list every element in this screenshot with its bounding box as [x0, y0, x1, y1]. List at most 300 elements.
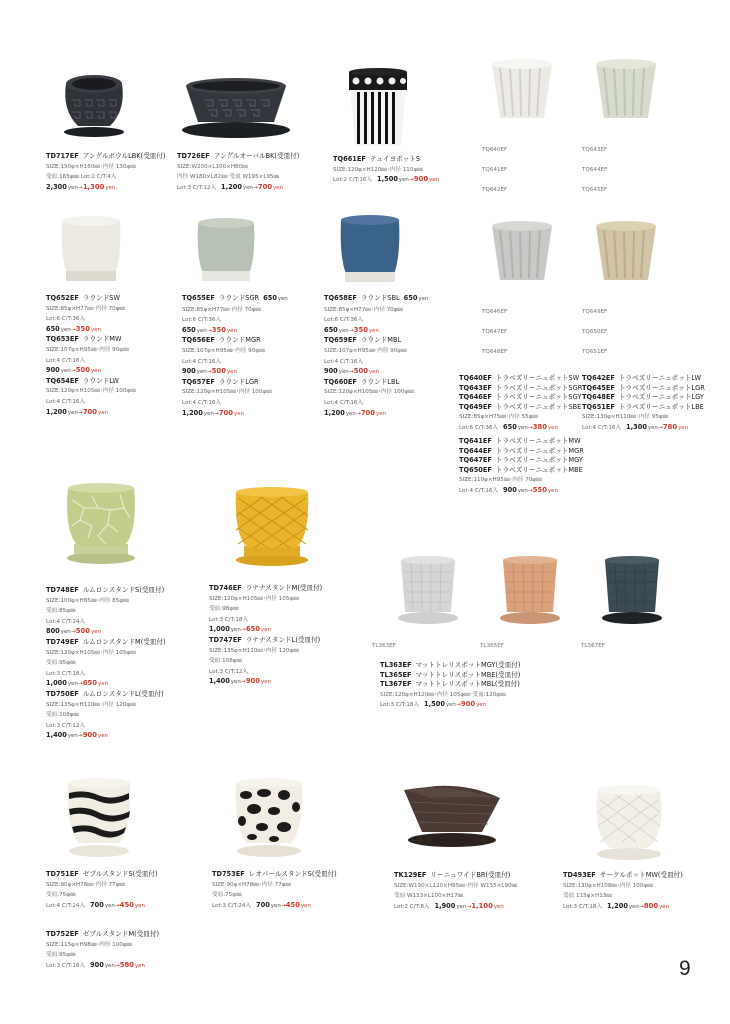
product-line — [46, 294, 136, 304]
product-block-td746 — [209, 584, 322, 688]
product-block-tk129 — [394, 871, 517, 912]
product-block-td748 — [46, 586, 166, 742]
product-line — [46, 408, 136, 419]
product-code: TQ645EF — [582, 383, 615, 392]
original-price: 800 — [46, 627, 60, 636]
original-price: 1,200 — [221, 182, 242, 191]
product-spec: SIZE:120φ×H105㎜･内径 105φ㎜ — [46, 649, 136, 656]
yen-unit: yen — [196, 369, 207, 376]
product-spec: SIZE:110φ×H95㎜･内径 70φ㎜ — [459, 477, 542, 484]
product-line — [459, 447, 584, 457]
product-line — [212, 901, 337, 912]
yen-unit: yen — [67, 184, 78, 191]
original-price: 1,500 — [424, 700, 445, 709]
product-name: ラウンドSW — [82, 294, 120, 302]
tq658-round-blue-image — [335, 212, 405, 286]
yen-unit: yen — [261, 627, 271, 634]
product-line — [563, 881, 683, 892]
price-arrow: → — [455, 701, 461, 709]
product-spec: Lot:6 C/T:36入 — [459, 424, 499, 431]
yen-unit: yen — [67, 681, 78, 688]
product-name: アングルボウルLBK(受皿付) — [82, 152, 166, 160]
product-block-td752 — [46, 930, 159, 971]
tq661-tuyau-pot-image — [343, 62, 413, 148]
product-spec: Lot:4 C/T:16入 — [324, 358, 364, 365]
product-code: TQ641EF — [459, 437, 492, 445]
product-name: ラウンドSGR — [218, 294, 260, 302]
sale-price: 700 — [218, 408, 234, 417]
original-price: 1,000 — [209, 625, 230, 634]
sale-price: 350 — [353, 325, 368, 334]
product-name: トラベズリーニュポットSGY — [495, 393, 582, 402]
product-name: ラウンドMW — [82, 335, 122, 344]
product-block-tq652 — [46, 294, 136, 418]
product-line — [46, 870, 158, 880]
product-line — [459, 456, 584, 466]
product-spec: Lot:4 C/T:24入 — [46, 902, 86, 909]
product-line — [212, 890, 337, 901]
product-code: TQ640EF — [459, 374, 492, 382]
product-name: トラベズリーニュポットMW — [495, 437, 581, 445]
price-arrow: → — [114, 961, 120, 969]
yen-unit: yen — [90, 629, 101, 636]
product-line — [209, 625, 322, 636]
product-line — [46, 669, 166, 680]
product-code: TQ655EF — [182, 294, 215, 302]
product-line — [46, 950, 159, 961]
product-name: ラナナスタンドM(受皿付) — [245, 584, 323, 592]
product-spec: Lot:4 C/T:16入 — [46, 398, 86, 405]
price-arrow: → — [348, 368, 354, 376]
price-arrow: → — [70, 628, 76, 636]
product-spec: SIZE:85φ×H77㎜･内径 70φ㎜ — [46, 305, 126, 312]
yen-unit: yen — [476, 702, 487, 709]
product-line — [459, 403, 582, 413]
sale-price: 500 — [75, 366, 90, 375]
product-line — [46, 325, 136, 336]
sale-price: 900 — [460, 700, 476, 709]
product-block-tl363 — [380, 661, 520, 711]
yen-unit: yen — [98, 681, 108, 688]
tq640-trapeze-white-image — [488, 56, 556, 122]
sale-price: 780 — [662, 422, 678, 431]
tk129-ligne-wide-image — [400, 780, 502, 850]
product-spec: SIZE:85φ×H77㎜･内径 70φ㎜ — [182, 306, 262, 313]
td753-leopard-stand-image — [232, 775, 306, 859]
product-spec: SIZE:90φ×H78㎜･内径 77φ㎜ — [212, 881, 292, 888]
yen-unit: yen — [678, 424, 689, 431]
original-price: 650 — [403, 294, 418, 302]
product-spec: Lot:3 C/T:12入 — [209, 668, 249, 675]
sale-price: 350 — [211, 325, 226, 334]
product-code: TD726EF — [177, 152, 210, 160]
product-code: TQ648EF — [582, 393, 615, 402]
tq652-round-white-image — [56, 213, 126, 285]
product-code: TQ643EF — [459, 383, 492, 392]
product-block-td751 — [46, 870, 158, 911]
product-spec: SIZE:120φ×H105㎜･内径 105φ㎜ — [209, 595, 299, 602]
product-spec: Lot:3 C/T:18入 — [380, 702, 420, 709]
product-line — [394, 881, 517, 892]
product-code: TQ651EF — [582, 402, 615, 411]
image-label: TL363EF — [372, 643, 396, 649]
product-line — [324, 398, 428, 409]
yen-unit: yen — [659, 903, 670, 910]
yen-unit: yen — [429, 177, 440, 184]
product-line — [333, 165, 439, 176]
product-line — [46, 638, 166, 648]
yen-unit: yen — [105, 184, 116, 191]
sale-price: 580 — [119, 960, 134, 969]
product-name: ゼブルスタンドM(受皿付) — [82, 930, 160, 938]
yen-unit: yen — [277, 296, 288, 302]
yen-unit: yen — [203, 410, 214, 417]
product-name: アングルオーバルBK(受皿付) — [213, 152, 300, 160]
product-line — [212, 880, 337, 891]
product-line — [212, 870, 337, 880]
product-code: TD752EF — [46, 930, 79, 938]
original-price: 1,900 — [434, 901, 456, 910]
product-line — [459, 423, 582, 434]
original-price: 650 — [503, 422, 517, 431]
price-arrow: → — [70, 325, 76, 333]
product-line — [459, 384, 582, 394]
yen-unit: yen — [90, 368, 101, 375]
product-line — [177, 172, 299, 183]
product-spec: 受皿:75φ㎜ — [46, 892, 76, 899]
product-name: トラベズリーニュポットMGY — [495, 456, 583, 465]
product-name: ラウンドMGR — [218, 336, 261, 345]
product-spec: Lot:3 C/T:12入 — [177, 184, 217, 191]
product-line — [459, 412, 582, 423]
product-line — [582, 374, 705, 384]
product-spec: Lot:3 C/T:18入 — [209, 616, 249, 623]
product-code: TQ646EF — [459, 393, 492, 402]
product-line — [177, 152, 299, 162]
yen-unit: yen — [493, 903, 504, 910]
product-spec: 受皿:108φ㎜ — [209, 658, 243, 665]
tl363-trellis-gray-image — [396, 552, 460, 626]
yen-unit: yen — [517, 487, 528, 494]
product-spec: Lot:4 C/T:16入 — [324, 399, 364, 406]
product-spec: 受皿:95φ㎜ — [46, 660, 76, 667]
product-spec: SIZE:120φ×H105㎜･内径 100φ㎜ — [324, 389, 414, 396]
product-name: トラベズリーニュポットLGY — [618, 393, 704, 402]
price-arrow: → — [638, 902, 644, 910]
product-line — [46, 880, 158, 891]
yen-unit: yen — [104, 902, 115, 909]
sale-price: 550 — [532, 485, 547, 494]
product-line — [182, 398, 288, 409]
page-number: 9 — [679, 957, 691, 980]
sale-price: 1,100 — [471, 901, 493, 910]
product-spec: 受皿:108φ㎜ — [46, 712, 80, 719]
product-code: TQ652EF — [46, 294, 79, 302]
sale-price: 380 — [532, 422, 547, 431]
product-spec: SIZE:135φ×H110㎜･内径 120φ㎜ — [46, 701, 136, 708]
image-label: TQ648EF — [482, 349, 508, 355]
product-spec: Lot:6 C/T:36入 — [324, 317, 364, 324]
td751-zebra-stand-image — [64, 775, 134, 859]
product-name: ラウンドLGR — [218, 377, 259, 386]
yen-unit: yen — [368, 369, 379, 376]
original-price: 1,200 — [324, 408, 345, 417]
product-name: ラウンドLW — [82, 376, 119, 385]
image-label: TQ643EF — [582, 147, 608, 153]
sale-price: 500 — [75, 627, 90, 636]
price-arrow: → — [527, 486, 533, 494]
product-code: TQ642EF — [582, 374, 615, 382]
product-line — [46, 961, 159, 972]
product-spec: 受皿:75φ㎜ — [212, 892, 242, 899]
yen-unit: yen — [398, 177, 409, 184]
sale-price: 700 — [257, 182, 273, 191]
product-block-tq642 — [582, 374, 705, 434]
product-line — [46, 304, 136, 315]
product-name: テュイヨポットS — [369, 155, 421, 163]
product-line — [177, 183, 299, 194]
product-name: マットトレリスポットMBE(受皿付) — [415, 670, 521, 679]
product-line — [324, 315, 428, 326]
product-name: マットトレリスポットMGY(受皿付) — [415, 661, 521, 669]
product-code: TL363EF — [380, 661, 412, 669]
product-line — [46, 627, 166, 638]
yen-unit: yen — [338, 327, 349, 334]
product-name: リーニュワイドBR(受皿付) — [430, 871, 511, 879]
product-line — [324, 357, 428, 368]
product-line — [394, 871, 517, 881]
product-spec: Lot:3 C/T:24入 — [212, 902, 252, 909]
image-label: TL365EF — [480, 643, 504, 649]
product-line — [324, 409, 428, 420]
price-arrow: → — [355, 409, 361, 417]
price-arrow: → — [77, 183, 83, 191]
td746-ananas-stand-image — [232, 484, 312, 568]
product-line — [324, 305, 428, 316]
yen-unit: yen — [338, 369, 349, 376]
product-code: TQ653EF — [46, 335, 79, 344]
image-label: TQ641EF — [482, 167, 508, 173]
tq643-trapeze-green-image — [592, 56, 660, 122]
product-line — [46, 648, 166, 659]
yen-unit: yen — [90, 326, 101, 333]
sale-price: 650 — [245, 625, 261, 634]
product-block-tq640 — [459, 374, 582, 434]
original-price: 1,000 — [46, 679, 67, 688]
original-price: 1,400 — [46, 731, 67, 740]
product-spec: SIZE:85φ×H75㎜･内径 55φ㎜ — [459, 414, 539, 421]
product-code: TQ658EF — [324, 294, 357, 302]
product-spec: Lot:3 C/T:18入 — [46, 670, 86, 677]
product-line — [182, 336, 288, 346]
product-spec: SIZE:107φ×H95㎜･内径 90φ㎜ — [182, 347, 265, 354]
product-code: TD747EF — [209, 635, 242, 644]
sale-price: 350 — [75, 324, 90, 333]
product-line — [182, 315, 288, 326]
yen-unit: yen — [418, 296, 429, 302]
image-label: TQ644EF — [582, 167, 608, 173]
product-line — [177, 162, 299, 173]
product-spec: SIZE:107φ×H95㎜･内径 90φ㎜ — [324, 347, 407, 354]
product-line — [582, 412, 705, 423]
product-line — [459, 374, 582, 384]
original-price: 900 — [90, 960, 104, 969]
product-line — [324, 336, 428, 346]
product-line — [324, 367, 428, 378]
product-spec: SIZE:130φ×H108㎜･内径 100φ㎜ — [563, 882, 653, 889]
product-line — [46, 617, 166, 628]
tq646-trapeze-gray-image — [488, 218, 556, 284]
product-line — [46, 345, 136, 356]
price-arrow: → — [206, 326, 212, 334]
product-spec: SIZE:120φ×H120㎜･内径 105φ㎜･受皿:120φ㎜ — [380, 691, 506, 698]
sale-price: 900 — [245, 677, 261, 686]
product-spec: 受皿 W133×L100×H17㎜ — [394, 893, 464, 900]
product-spec: Lot:3 C/T:12入 — [46, 722, 86, 729]
price-arrow: → — [77, 680, 83, 688]
product-spec: 受皿:95φ㎜ — [46, 952, 76, 959]
product-line — [380, 680, 520, 690]
original-price: 900 — [46, 366, 60, 375]
yen-unit: yen — [230, 679, 241, 686]
sale-price: 700 — [360, 408, 376, 417]
product-spec: SIZE:107φ×H95㎜･内径 90φ㎜ — [46, 346, 129, 353]
product-spec: 受皿:165φ㎜ Lot:2 C/T:4入 — [46, 174, 117, 181]
product-line — [209, 646, 322, 657]
product-line — [563, 871, 683, 881]
product-block-tq661 — [333, 155, 439, 186]
product-line — [333, 155, 439, 165]
td726-angle-oval-image — [180, 76, 292, 140]
product-name: レオパールスタンドS(受皿付) — [248, 870, 337, 878]
image-label: TQ649EF — [582, 309, 608, 315]
product-code: TQ661EF — [333, 155, 366, 163]
product-spec: Lot:3 C/T:18入 — [46, 962, 86, 969]
product-line — [209, 636, 322, 646]
sale-price: 900 — [413, 175, 429, 184]
product-code: TQ644EF — [459, 446, 492, 455]
image-label: TQ650EF — [582, 329, 608, 335]
yen-unit: yen — [517, 424, 528, 431]
tl367-trellis-blue-image — [600, 552, 664, 626]
price-arrow: → — [466, 902, 472, 910]
product-code: TD750EF — [46, 689, 79, 698]
product-line — [46, 397, 136, 408]
image-label: TQ647EF — [482, 329, 508, 335]
product-line — [459, 486, 584, 497]
product-name: トラベズリーニュポットSGR — [495, 383, 583, 392]
product-line — [380, 661, 520, 671]
product-spec: 受皿 115φ×H13㎜ — [563, 893, 612, 900]
image-label: TQ646EF — [482, 309, 508, 315]
product-name: トラベズリーニュポットLW — [618, 374, 702, 382]
sale-price: 900 — [82, 731, 98, 740]
product-line — [209, 615, 322, 626]
product-line — [209, 584, 322, 594]
sale-price: 1,300 — [82, 182, 105, 191]
yen-unit: yen — [647, 424, 658, 431]
product-block-td753 — [212, 870, 337, 911]
product-line — [582, 384, 705, 394]
sale-price: 500 — [353, 367, 368, 376]
product-spec: 内径 W180×L82㎜･受皿 W195×L95㎜ — [177, 174, 280, 181]
product-line — [459, 475, 584, 486]
price-arrow: → — [348, 326, 354, 334]
image-label: TQ642EF — [482, 187, 508, 193]
product-line — [459, 437, 584, 447]
product-block-td717 — [46, 152, 166, 193]
yen-unit: yen — [60, 368, 71, 375]
product-line — [209, 604, 322, 615]
yen-unit: yen — [242, 184, 253, 191]
product-line — [394, 902, 517, 913]
product-name: ラウンドSBL — [360, 294, 400, 302]
yen-unit: yen — [300, 902, 311, 909]
product-line — [46, 890, 158, 901]
product-line — [209, 656, 322, 667]
product-line — [46, 162, 166, 173]
price-arrow: → — [114, 901, 120, 909]
product-line — [46, 335, 136, 345]
original-price: 1,400 — [209, 677, 230, 686]
product-line — [182, 367, 288, 378]
product-code: TL365EF — [380, 670, 412, 679]
price-arrow: → — [70, 367, 76, 375]
product-spec: Lot:6 C/T:36入 — [46, 316, 86, 323]
product-line — [209, 667, 322, 678]
sale-price: 650 — [82, 679, 98, 688]
product-spec: Lot:4 C/T:16入 — [182, 399, 222, 406]
product-line — [459, 466, 584, 476]
original-price: 900 — [182, 367, 196, 376]
original-price: 1,200 — [182, 408, 203, 417]
product-code: TD717EF — [46, 152, 79, 160]
product-block-tq641 — [459, 437, 584, 497]
product-line — [46, 586, 166, 596]
product-line — [46, 710, 166, 721]
yen-unit: yen — [628, 903, 639, 910]
product-name: ラウンドMBL — [360, 336, 402, 345]
original-price: 1,500 — [377, 175, 398, 184]
product-spec: SIZE:90φ×H78㎜･内径 77φ㎜ — [46, 881, 126, 888]
product-block-tq658 — [324, 294, 428, 419]
product-name: ルムロンスタンドS(受皿付) — [82, 586, 165, 594]
sale-price: 700 — [82, 407, 98, 416]
product-line — [324, 378, 428, 388]
product-code: TQ654EF — [46, 376, 79, 385]
product-line — [182, 305, 288, 316]
product-line — [182, 326, 288, 337]
product-code: TD753EF — [212, 870, 245, 878]
product-line — [182, 387, 288, 398]
original-price: 650 — [182, 325, 196, 334]
product-line — [46, 679, 166, 690]
yen-unit: yen — [104, 962, 115, 969]
product-spec: SIZE:85φ×H77㎜･内径 70φ㎜ — [324, 306, 404, 313]
product-line — [209, 677, 322, 688]
product-spec: SIZE:115φ×H98㎜･内径 100φ㎜ — [46, 941, 133, 948]
sale-price: 800 — [643, 901, 659, 910]
product-code: TL367EF — [380, 680, 412, 689]
product-code: TQ656EF — [182, 336, 215, 345]
yen-unit: yen — [196, 327, 207, 334]
product-spec: SIZE:135φ×H110㎜･内径 120φ㎜ — [209, 647, 299, 654]
product-code: TK129EF — [394, 871, 427, 879]
original-price: 1,200 — [607, 901, 628, 910]
price-arrow: → — [77, 408, 83, 416]
yen-unit: yen — [67, 733, 78, 740]
product-line — [46, 606, 166, 617]
